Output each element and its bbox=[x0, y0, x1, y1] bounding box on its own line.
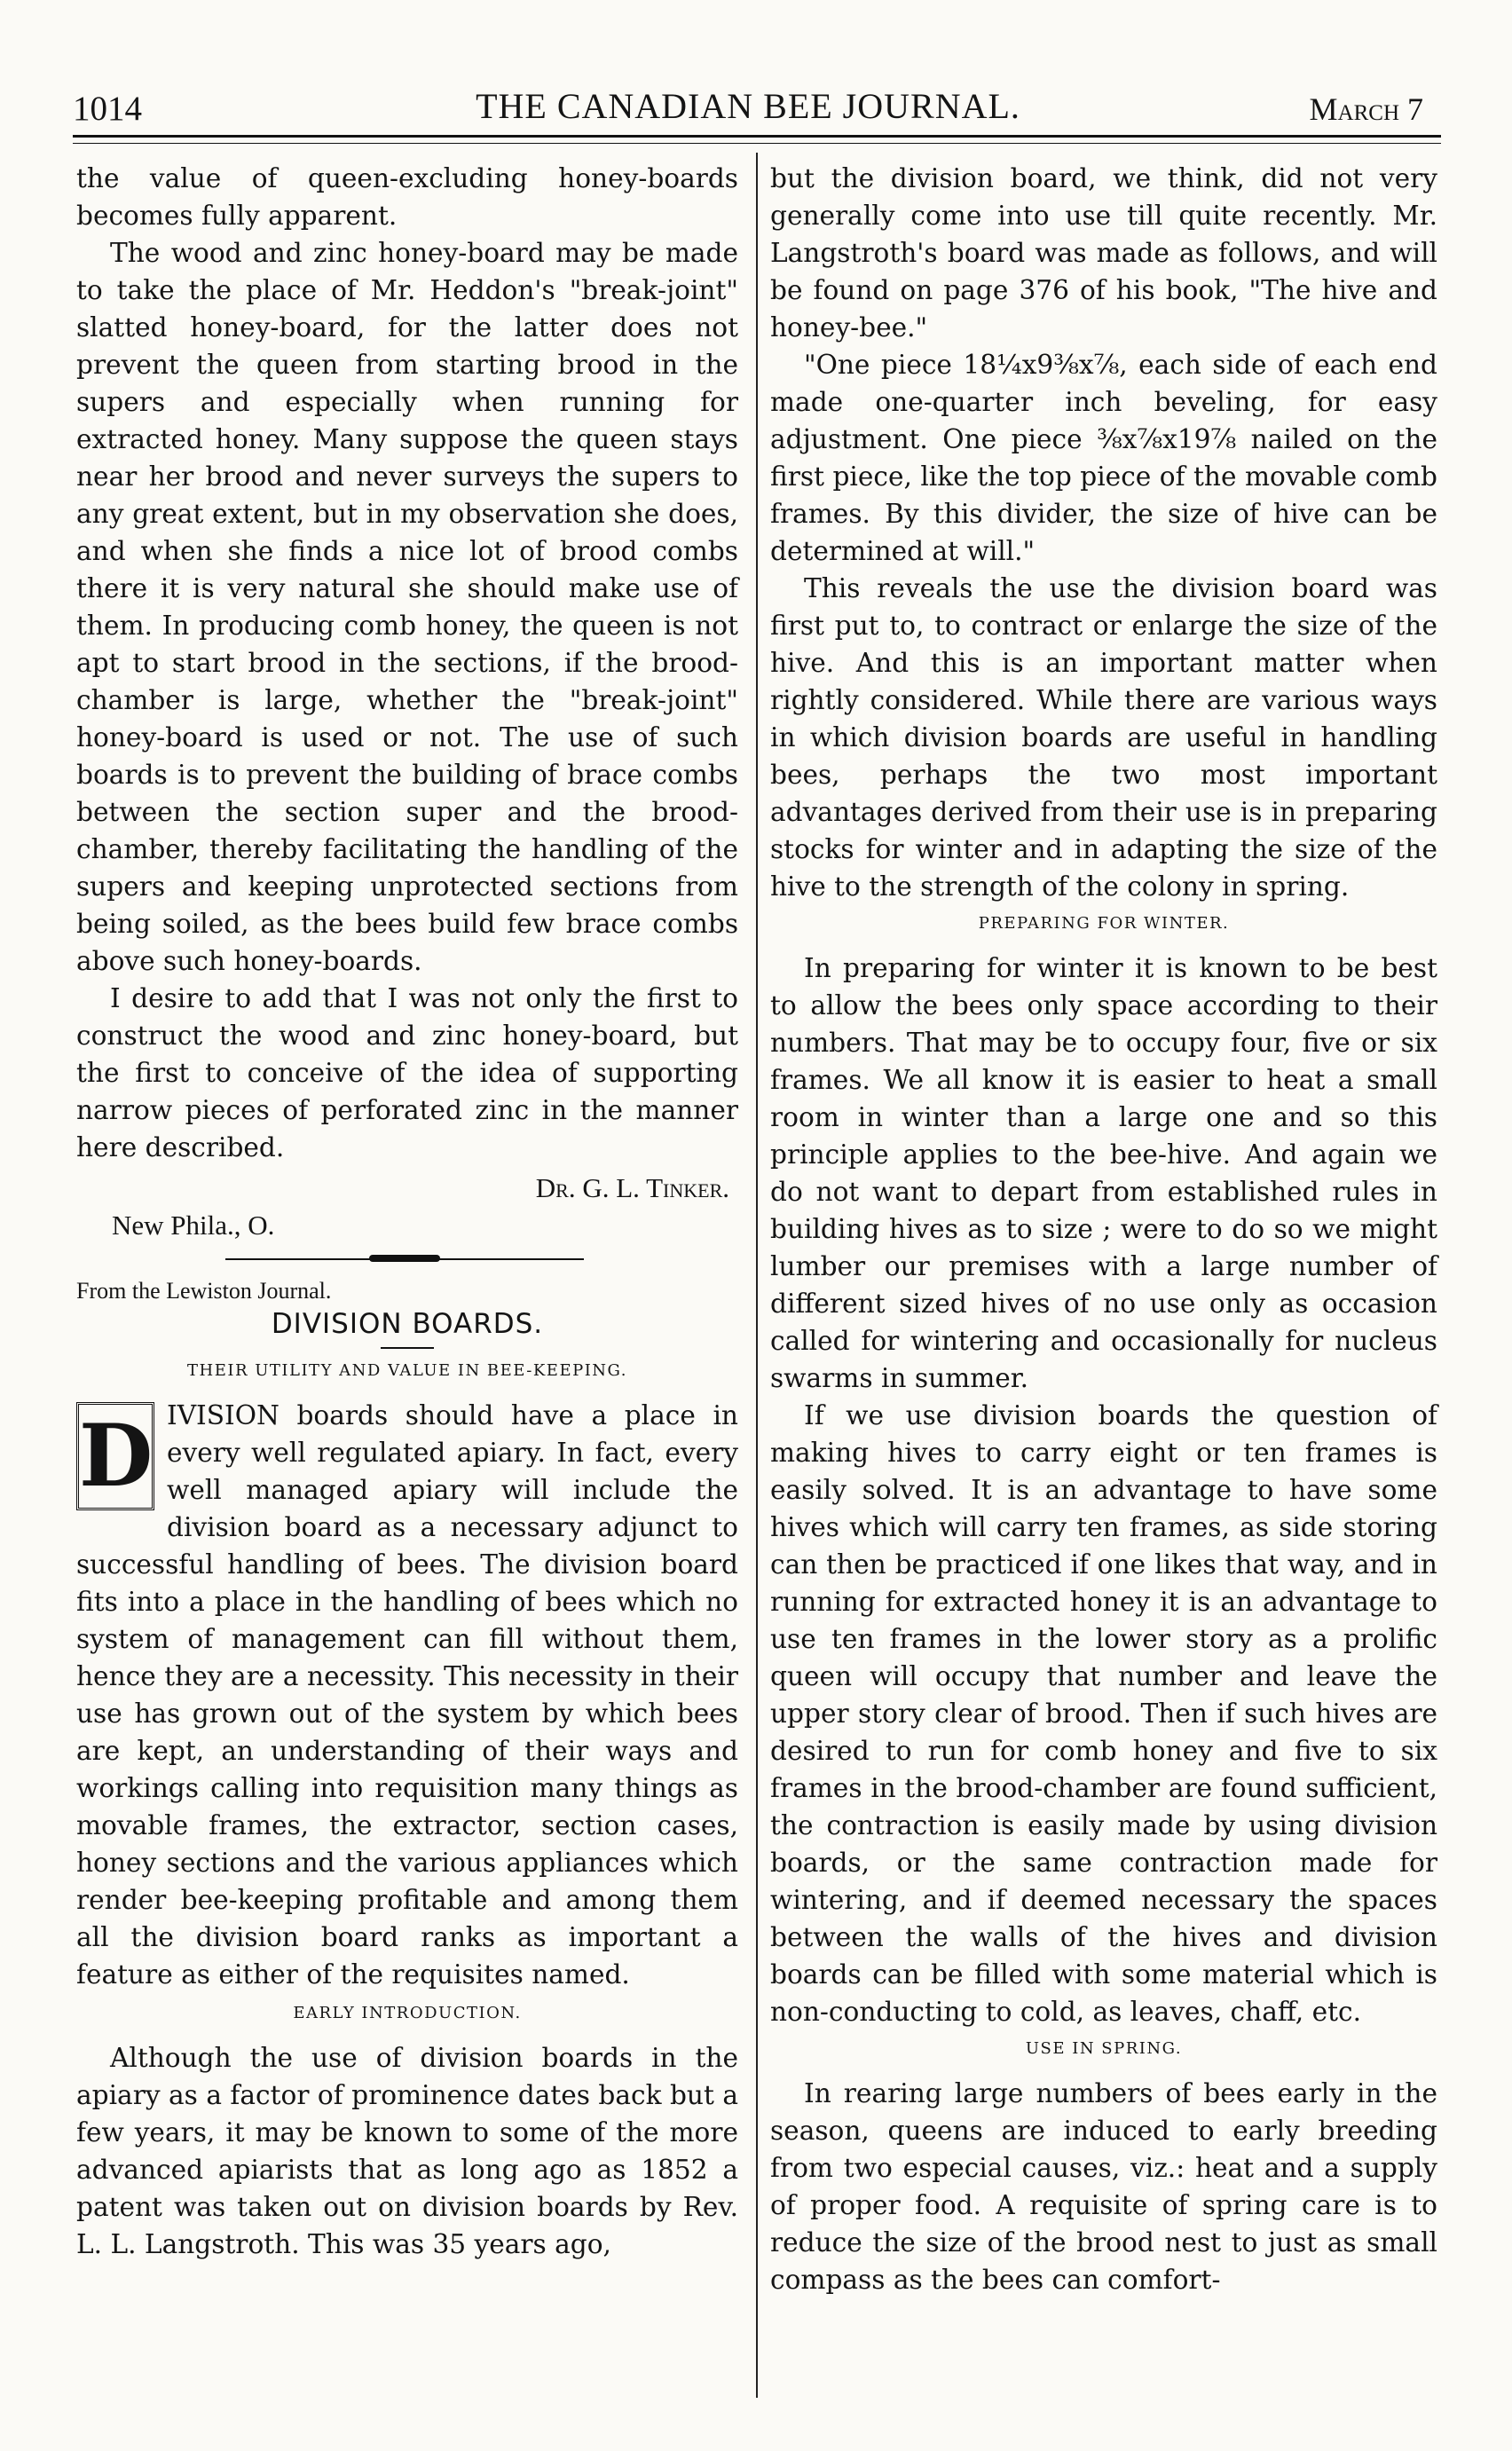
paragraph: In preparing for winter it is known to be best to allow the bees only space according to their numbers. That may be to occupy four, five or six frames. We all know it is easier to heat a small room in winter than a large one and so this principle applies to the bee-hive. And again we do not want to depart from established rules in building hives as to size ; were to do so we might lumber our premises with a large number of different sized hives of no use only as occasion called for wintering and occasionally for nucleus swarms in summer. bbox=[770, 953, 1437, 1393]
article-opening bbox=[76, 1397, 738, 1993]
paragraph: The wood and zinc honey-board may be made to take the place of Mr. Heddon's "break-joint" slatted honey-board, for the latter does not prevent the queen from starting brood in the supers and especially when running for extracted honey. Many suppose the queen stays near her brood and never surveys the supers to any great extent, but in my observation she does, and when she finds a nice lot of brood combs there it is very natural she should make use of them. In producing comb honey, the queen is not apt to start brood in the sections, if the brood-chamber is large, whether the "break-joint" honey-board is used or not. The use of such boards is to prevent the building of brace combs between the section super and the brood-chamber, thereby facilitating the handling of the supers and keeping unprotected sections from being soiled, as the bees build few brace combs above such honey-boards. bbox=[76, 238, 738, 976]
paragraph: In rearing large numbers of bees early in the season, queens are induced to early breeding from two especial causes, viz.: heat and a supply of proper food. A requisite of spring care is to reduce the size of the brood nest to just as small compass as the bees can comfort- bbox=[770, 2078, 1437, 2295]
page-header bbox=[73, 85, 1423, 138]
page-number: 1014 bbox=[73, 90, 142, 128]
section-heading: PREPARING FOR WINTER. bbox=[978, 914, 1230, 933]
issue-date: March 7 bbox=[1309, 91, 1423, 127]
title-rule bbox=[381, 1347, 434, 1349]
dropcap-letter: D bbox=[79, 1406, 154, 1506]
source-line: From the Lewiston Journal. bbox=[76, 1278, 332, 1304]
paragraph: This reveals the use the division board was first put to, to contract or enlarge the size of the hive. And this is an important matter when rightly considered. While there are various ways in which division boards are useful in handling bees, perhaps the two most important advantages derived from their use is in preparing stocks for winter and in adapting the size of the hive to the strength of the colony in spring. bbox=[770, 573, 1437, 902]
section-heading: EARLY INTRODUCTION. bbox=[293, 2004, 522, 2022]
section-heading: USE IN SPRING. bbox=[1025, 2039, 1183, 2058]
paragraph: "One piece 18¼x9⅜x⅞, each side of each end made one-quarter inch beveling, for easy adjustment. One piece ⅜x⅞x19⅞ nailed on the first piece, like the top piece of the movable comb frames. By this divider, the size of hive can be determined at will." bbox=[770, 350, 1437, 566]
paragraph: IVISION boards should have a place in every well regulated apiary. In fact, every well managed apiary will include the division board as a necessary adjunct to successful handling of bees. The division board fits into a place in the handling of bees which no system of management can fill without them, hence they are a necessity. This necessity in their use has grown out of the system by which bees are kept, an understanding of their ways and workings calling into requisition many things as movable frames, the extractor, section cases, honey sections and the various appliances which render bee-keeping profitable and among them all the division board ranks as important a feature as either of the requisites named. bbox=[76, 1400, 738, 1990]
paragraph: If we use division boards the question of making hives to carry eight or ten frames is easily solved. It is an advantage to have some hives which will carry ten frames, as side storing can then be practiced if one likes that way, and in running for extracted honey it is an advantage to use ten frames in the lower story as a prolific queen will occupy that number and leave the upper story clear of brood. Then if such hives are desired to run for comb honey and five to six frames in the brood-chamber are found sufficient, the contraction is easily made by using division boards, or the same contraction made for wintering, and if deemed necessary the spaces between the walls of the hives and division boards can be filled with some material which is non-conducting to cold, as leaves, chaff, etc. bbox=[770, 1400, 1437, 2027]
section-ornament bbox=[76, 1244, 738, 1274]
header-rule-thick bbox=[73, 135, 1441, 138]
author-place: New Phila., O. bbox=[112, 1210, 275, 1241]
article-subtitle: THEIR UTILITY AND VALUE IN BEE-KEEPING. bbox=[186, 1361, 628, 1380]
article-title: DIVISION BOARDS. bbox=[271, 1308, 544, 1340]
header-rule-thin bbox=[73, 143, 1441, 144]
paragraph: Although the use of division boards in the apiary as a factor of prominence dates back but a few years, it may be known to some of the more advanced apiarists that as long ago as 1852 a patent was taken out on division boards by Rev. L. L. Langstroth. This was 35 years ago, bbox=[76, 2043, 738, 2259]
dropcap bbox=[76, 1402, 154, 1510]
journal-title: THE CANADIAN BEE JOURNAL. bbox=[476, 86, 1020, 126]
column-divider bbox=[756, 153, 758, 2398]
paragraph: but the division board, we think, did not very generally come into use till quite recently. Mr. Langstroth's board was made as follows, and will be found on page 376 of his book, "The hive and honey-bee." bbox=[770, 163, 1437, 343]
left-column bbox=[76, 160, 738, 2263]
right-column bbox=[770, 160, 1437, 2298]
paragraph: I desire to add that I was not only the first to construct the wood and zinc honey-board, but the first to conceive of the idea of supporting narrow pieces of perforated zinc in the manner here described. bbox=[76, 983, 738, 1162]
paragraph: the value of queen-excluding honey-boards becomes fully apparent. bbox=[76, 163, 738, 231]
author-signature: Dr. G. L. Tinker. bbox=[535, 1172, 729, 1203]
